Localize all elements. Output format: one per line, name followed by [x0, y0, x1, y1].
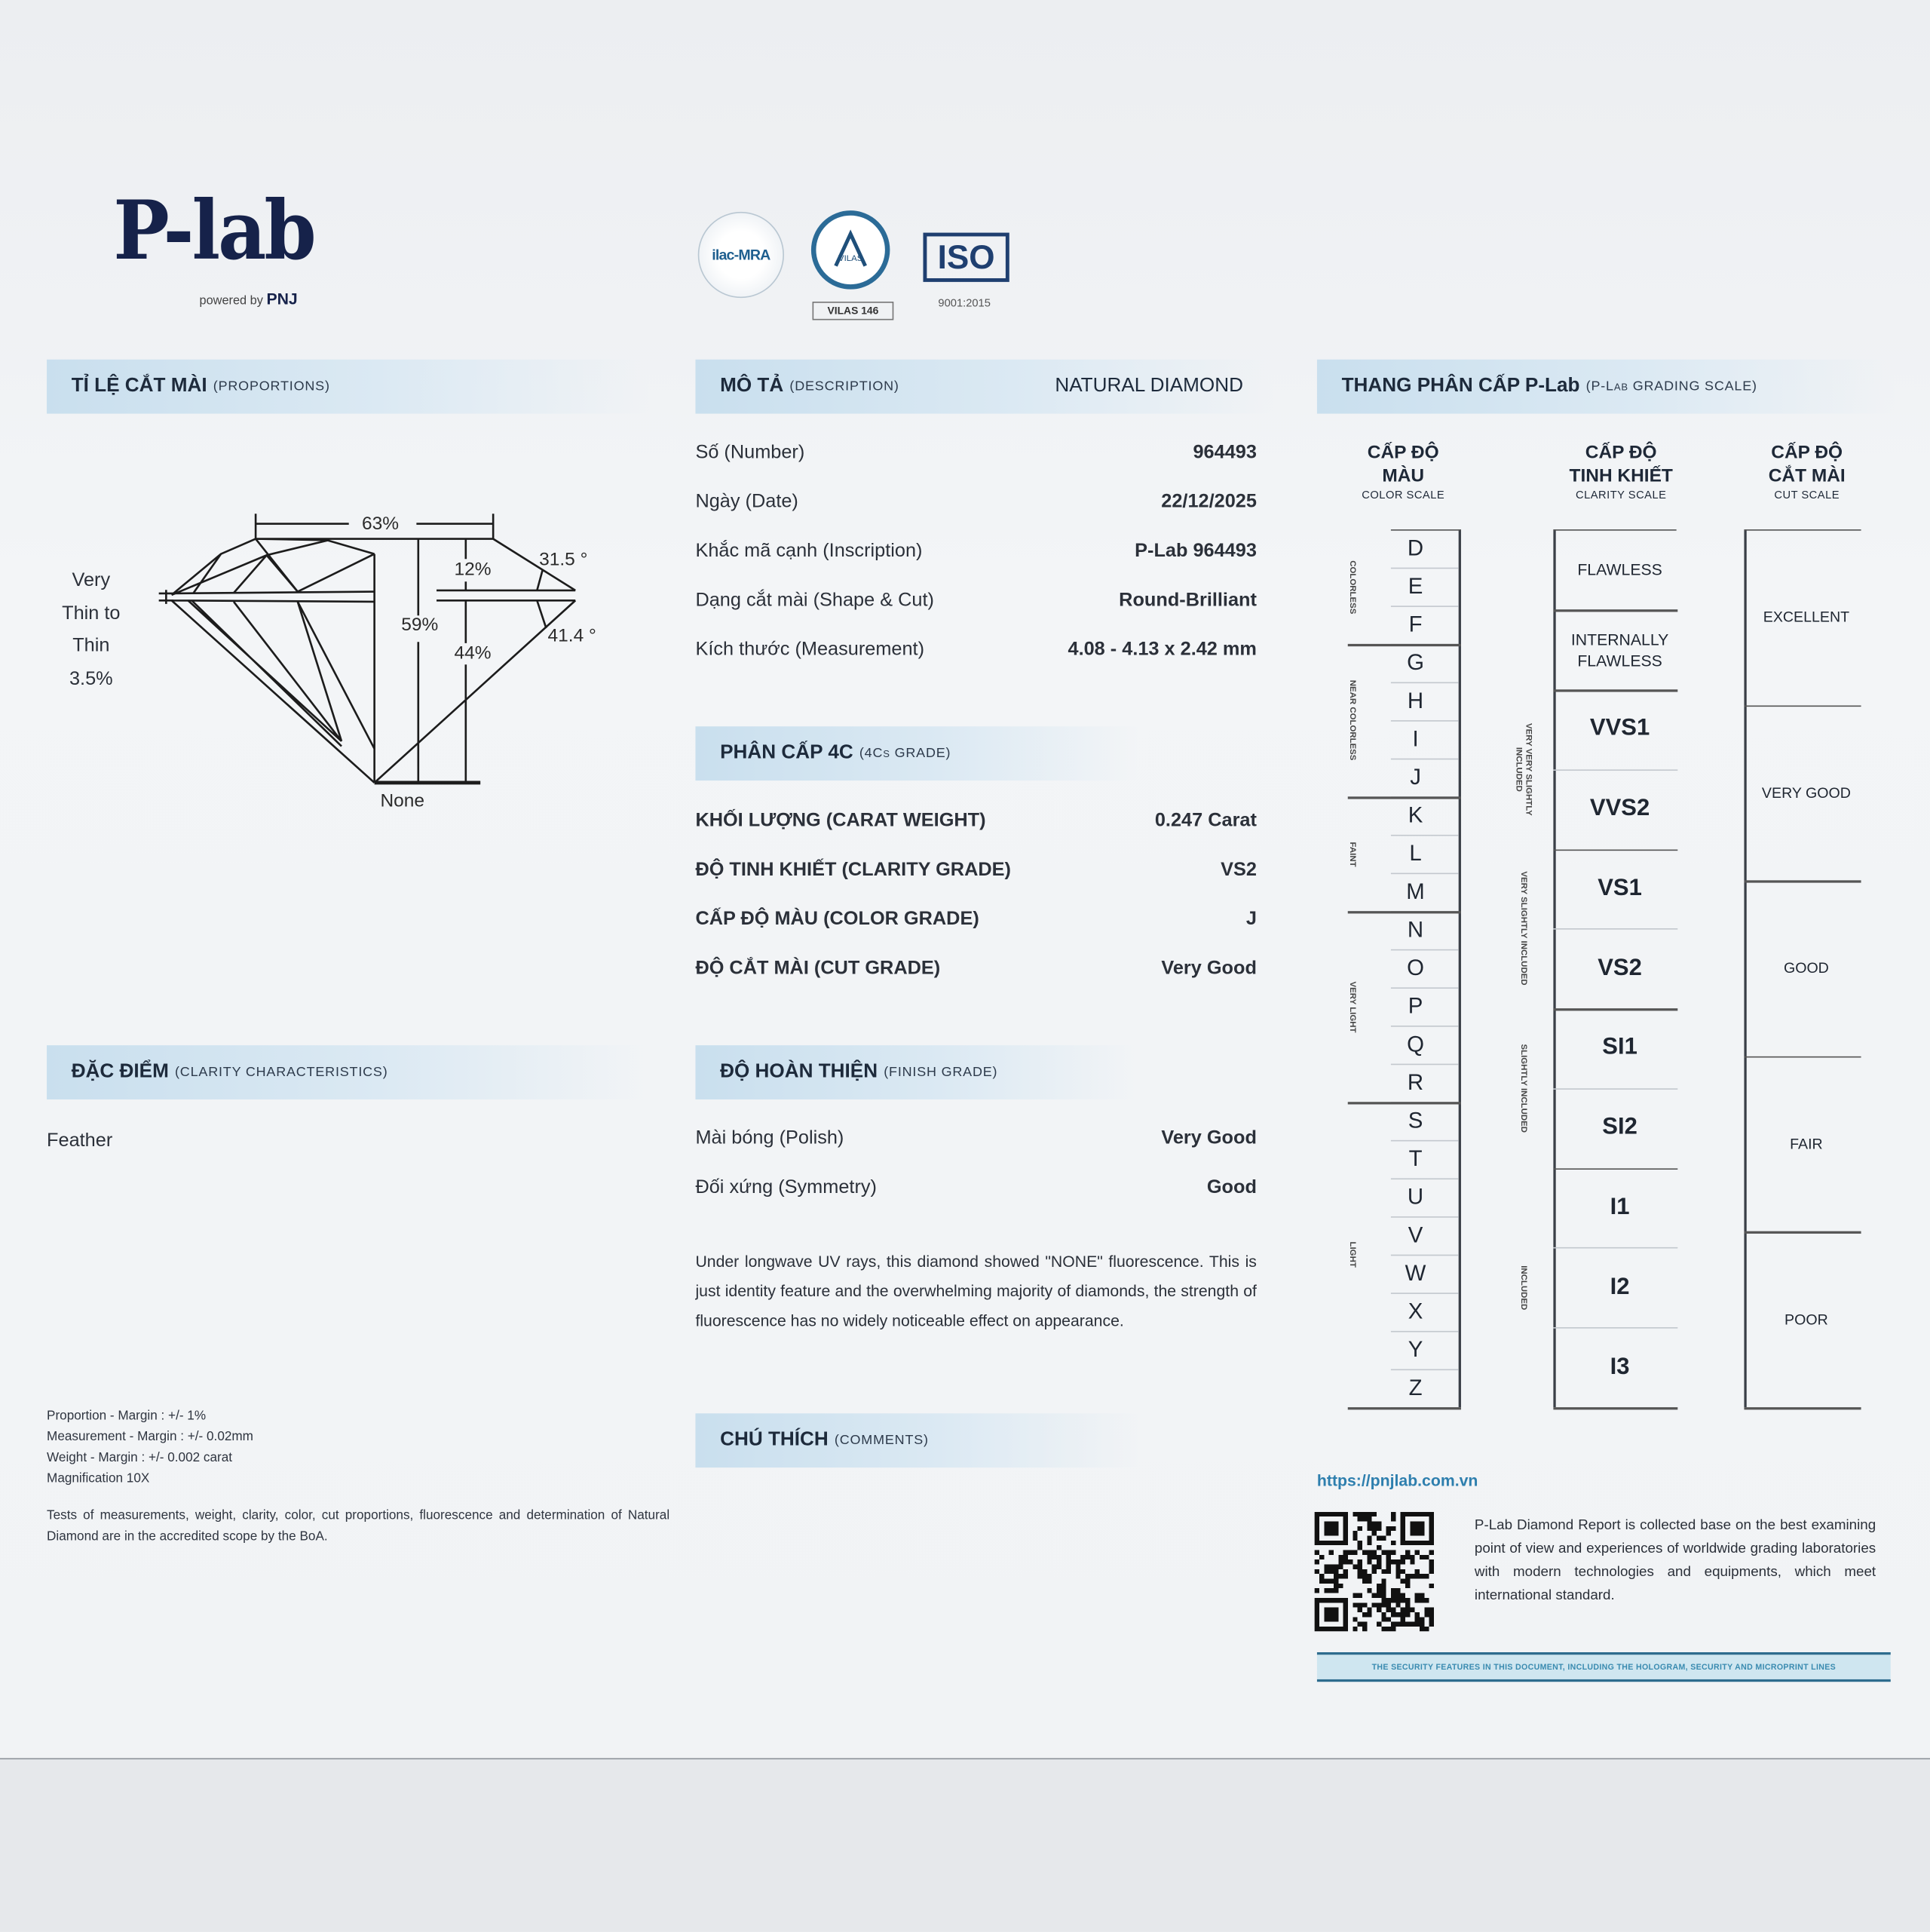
- row-value: 0.247 Carat: [1154, 810, 1257, 832]
- color-grade: T: [1408, 1145, 1423, 1171]
- clarity-group-label: VERY SLIGHTLY INCLUDED: [1518, 871, 1528, 986]
- crown-height: 12%: [454, 559, 492, 580]
- comments-subtitle: (COMMENTS): [834, 1433, 929, 1448]
- row-value: J: [1245, 908, 1257, 930]
- color-grade: W: [1405, 1260, 1426, 1286]
- color-grade: F: [1408, 612, 1423, 637]
- row-label: KHỐI LƯỢNG (CARAT WEIGHT): [695, 810, 986, 832]
- powered-by: [199, 290, 297, 308]
- total-depth: 59%: [401, 614, 439, 636]
- clarity-grade: VS1: [1598, 875, 1642, 901]
- margin-note: Weight - Margin : +/- 0.002 carat: [47, 1450, 233, 1465]
- grade-4c-subtitle: (4Cs GRADE): [859, 746, 951, 761]
- ilac-mra-logo: [698, 212, 784, 298]
- color-grade: D: [1407, 535, 1424, 560]
- pavilion-depth: 44%: [454, 642, 492, 664]
- group-divider: [1348, 796, 1461, 798]
- color-grade: U: [1407, 1184, 1424, 1210]
- diamond-type: NATURAL DIAMOND: [1055, 375, 1243, 397]
- info-row: [695, 909, 1256, 931]
- grade-4c-title: PHÂN CẤP 4C: [720, 742, 853, 764]
- finish-subtitle: (FINISH GRADE): [884, 1065, 998, 1080]
- color-grade: R: [1407, 1069, 1424, 1095]
- color-grade: O: [1407, 955, 1424, 980]
- group-divider: [1348, 1102, 1461, 1103]
- color-grade: Y: [1408, 1337, 1423, 1362]
- color-grade: L: [1409, 841, 1422, 866]
- clarity-characteristic-item: Feather: [47, 1130, 113, 1152]
- vilas-code: VILAS 146: [813, 302, 894, 320]
- grading-scale-header: [1317, 360, 1895, 414]
- row-label: Số (Number): [695, 442, 805, 463]
- cut-grade: VERY GOOD: [1761, 784, 1851, 802]
- description-subtitle: (DESCRIPTION): [789, 379, 899, 394]
- color-group-label: COLORLESS: [1347, 560, 1357, 614]
- girdle-label: [42, 565, 141, 695]
- bottom-margin: [0, 1758, 1930, 1931]
- powered-by-text: powered by: [199, 294, 263, 308]
- finish-header: [695, 1045, 1138, 1099]
- clarity-group-label: SLIGHTLY INCLUDED: [1518, 1044, 1528, 1133]
- info-row: [695, 1177, 1256, 1199]
- row-label: ĐỘ CẮT MÀI (CUT GRADE): [695, 958, 941, 979]
- clarity-group-label: INCLUDED: [1518, 1265, 1528, 1310]
- header-caption: CUT SCALE: [1774, 489, 1840, 501]
- clarity-scale-border: [1553, 529, 1555, 1407]
- clarity-grade: FLAWLESS: [1577, 560, 1662, 579]
- row-value: Good: [1206, 1176, 1257, 1198]
- grading-scale-title: THANG PHÂN CẤP P-Lab: [1341, 375, 1580, 397]
- vilas-a-icon: [829, 229, 872, 271]
- proportions-subtitle: (PROPORTIONS): [213, 379, 330, 394]
- clarity-grade: I1: [1610, 1194, 1630, 1221]
- pavilion-angle: 41.4 °: [547, 625, 596, 647]
- header-line: CẤP ĐỘ: [1585, 442, 1657, 463]
- color-grade: S: [1408, 1108, 1423, 1133]
- row-value: Very Good: [1161, 958, 1257, 979]
- info-row: [695, 639, 1256, 661]
- row-label: Khắc mã cạnh (Inscription): [695, 540, 923, 562]
- clarity-grade: SI1: [1602, 1035, 1637, 1061]
- row-value: Round-Brilliant: [1119, 590, 1257, 611]
- finish-title: ĐỘ HOÀN THIỆN: [720, 1061, 878, 1083]
- color-grade: V: [1408, 1222, 1423, 1247]
- info-row: [695, 442, 1256, 464]
- description-header: [695, 360, 1273, 414]
- info-row: [695, 1128, 1256, 1150]
- margin-note: Proportion - Margin : +/- 1%: [47, 1408, 207, 1424]
- color-group-label: NEAR COLORLESS: [1347, 679, 1357, 761]
- clarity-characteristics-header: [47, 1045, 650, 1099]
- color-group-label: FAINT: [1347, 841, 1357, 866]
- crown-angle: 31.5 °: [539, 549, 588, 570]
- color-grade: Q: [1407, 1032, 1424, 1056]
- group-divider: [1348, 644, 1461, 646]
- vilas-seal-logo: [811, 210, 890, 289]
- info-row: [695, 491, 1256, 513]
- clarity-grade: VVS2: [1589, 795, 1650, 822]
- row-value: 22/12/2025: [1161, 491, 1257, 513]
- qr-code-icon[interactable]: [1315, 1512, 1434, 1631]
- comments-title: CHÚ THÍCH: [720, 1429, 829, 1451]
- color-grade: N: [1407, 917, 1424, 942]
- ilac-mra-text: ilac-MRA: [712, 246, 770, 264]
- clarity-grade: INTERNALLY FLAWLESS: [1570, 630, 1669, 670]
- color-grade: K: [1408, 802, 1423, 828]
- row-label: CẤP ĐỘ MÀU (COLOR GRADE): [695, 908, 979, 930]
- girdle-line: 3.5%: [69, 667, 113, 689]
- color-grade: X: [1408, 1299, 1423, 1324]
- group-divider: [1348, 1407, 1461, 1409]
- plab-logo: P-lab: [113, 182, 314, 278]
- clarity-scale-header: [1569, 440, 1672, 502]
- header-line: TINH KHIẾT: [1569, 465, 1673, 486]
- color-scale-header: [1362, 440, 1444, 502]
- cut-grade: POOR: [1784, 1311, 1828, 1329]
- header-line: CẮT MÀI: [1768, 465, 1846, 486]
- color-group-label: VERY LIGHT: [1347, 980, 1357, 1032]
- iso-logo: ISO: [923, 233, 1009, 282]
- row-label: Dạng cắt mài (Shape & Cut): [695, 590, 934, 611]
- pavilion-outline: [171, 554, 575, 783]
- row-label: Kích thước (Measurement): [695, 639, 925, 661]
- group-divider: [1348, 911, 1461, 912]
- color-grade: P: [1408, 993, 1423, 1019]
- clarity-grade: VVS1: [1589, 716, 1650, 742]
- girdle-line: Very: [72, 569, 111, 591]
- cut-grade: EXCELLENT: [1763, 609, 1850, 626]
- color-grade: G: [1407, 650, 1424, 675]
- grading-scale-subtitle: (P-Lab GRADING SCALE): [1585, 379, 1757, 394]
- color-group-label: LIGHT: [1347, 1241, 1357, 1268]
- row-value: 964493: [1193, 442, 1257, 463]
- description-title: MÔ TẢ: [720, 375, 784, 397]
- security-microprint-line: THE SECURITY FEATURES IN THIS DOCUMENT, INCLUDING THE HOLOGRAM, SECURITY AND MICROPRINT LINES: [1317, 1652, 1891, 1682]
- color-grade: E: [1408, 573, 1423, 599]
- color-grade: M: [1406, 879, 1425, 904]
- row-divider: [1744, 1407, 1861, 1409]
- info-row: [695, 590, 1256, 612]
- info-row: [695, 541, 1256, 563]
- proportions-header: [47, 360, 650, 414]
- proportions-title: TỈ LỆ CẮT MÀI: [71, 375, 207, 397]
- row-divider: [1553, 1407, 1677, 1409]
- header-line: CẤP ĐỘ: [1367, 442, 1439, 463]
- iso-standard: 9001:2015: [938, 296, 991, 309]
- row-label: Mài bóng (Polish): [695, 1127, 844, 1149]
- info-row: [695, 860, 1256, 882]
- girdle: [158, 590, 575, 605]
- cut-grade: GOOD: [1783, 959, 1829, 977]
- clarity-grade: SI2: [1602, 1114, 1637, 1141]
- row-value: P-Lab 964493: [1135, 540, 1257, 562]
- color-grade: J: [1410, 764, 1421, 790]
- website-link[interactable]: https://pnjlab.com.vn: [1316, 1471, 1478, 1490]
- clarity-grade: I2: [1610, 1274, 1630, 1300]
- row-value: 4.08 - 4.13 x 2.42 mm: [1068, 639, 1257, 661]
- margin-notes: [47, 1406, 253, 1489]
- clarity-grade: VS2: [1598, 955, 1642, 981]
- row-label: Đối xứng (Symmetry): [695, 1176, 877, 1198]
- header-caption: CLARITY SCALE: [1575, 489, 1667, 501]
- info-row: [695, 810, 1256, 832]
- color-grade: I: [1412, 726, 1419, 751]
- color-scale-border: [1459, 529, 1461, 1407]
- clarity-grade: I3: [1610, 1354, 1630, 1380]
- pnj-brand: PNJ: [266, 289, 298, 308]
- margin-note: Magnification 10X: [47, 1471, 150, 1486]
- fluorescence-note: Under longwave UV rays, this diamond showed "NONE" fluorescence. This is just identity feature and the overwhelming majority of diamonds, the strength of fluorescence has no widely noticeable effect on appearance.: [695, 1252, 1257, 1330]
- girdle-line: Thin: [72, 635, 110, 657]
- table-percent: 63%: [361, 513, 400, 535]
- culet: None: [380, 790, 425, 811]
- cut-grade: FAIR: [1790, 1135, 1823, 1153]
- margin-note: Measurement - Margin : +/- 0.02mm: [47, 1429, 253, 1445]
- accreditation-scope-note: Tests of measurements, weight, clarity, color, cut proportions, fluorescence and determination of Natural Diamond are in the accredited scope by the BoA.: [47, 1507, 670, 1544]
- cut-scale-border: [1744, 529, 1746, 1407]
- comments-header: [695, 1413, 1138, 1467]
- clarity-characteristics-subtitle: (CLARITY CHARACTERISTICS): [175, 1065, 388, 1080]
- header-line: MÀU: [1382, 465, 1425, 486]
- row-value: VS2: [1221, 859, 1257, 881]
- color-grade: Z: [1408, 1375, 1423, 1400]
- header-line: CẤP ĐỘ: [1771, 442, 1843, 463]
- girdle-line: Thin to: [62, 603, 121, 624]
- header-caption: COLOR SCALE: [1362, 489, 1445, 501]
- grade-4c-header: [695, 726, 1138, 780]
- row-label: Ngày (Date): [695, 491, 798, 513]
- clarity-characteristics-title: ĐẶC ĐIỂM: [71, 1061, 169, 1083]
- row-label: ĐỘ TINH KHIẾT (CLARITY GRADE): [695, 859, 1011, 881]
- color-grade: H: [1407, 688, 1424, 713]
- clarity-group-label: VERY VERY SLIGHTLY INCLUDED: [1514, 722, 1533, 816]
- info-row: [695, 958, 1256, 980]
- row-value: Very Good: [1161, 1127, 1257, 1149]
- vilas-seal-text: VILAS: [838, 254, 863, 264]
- cut-scale-header: [1769, 440, 1846, 502]
- report-about: P-Lab Diamond Report is collected base on the best examining point of view and experiences of worldwide grading laboratories with modern technologies and equipments, which meet international standard.: [1474, 1518, 1876, 1603]
